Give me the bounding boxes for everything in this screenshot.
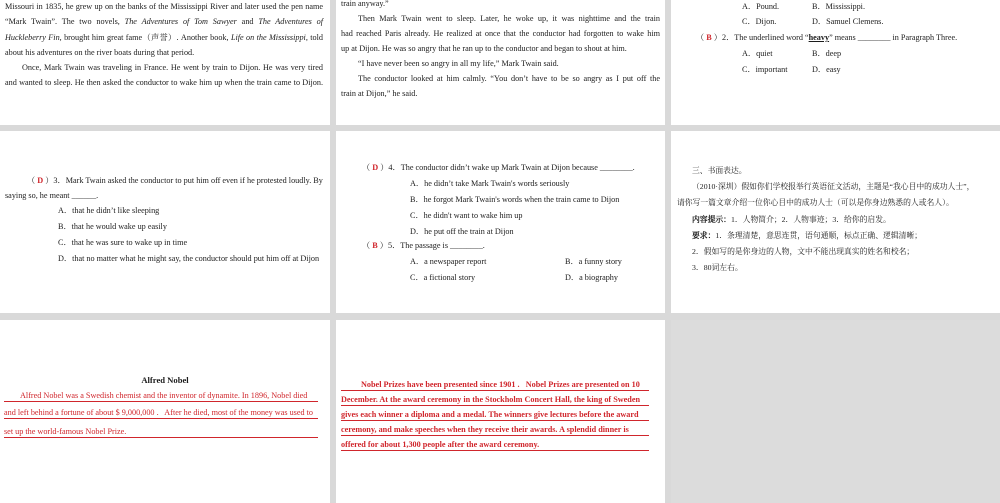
underlined-keyword: heavy [808, 33, 830, 42]
answer-option: C．he didn't want to wake him up [410, 211, 523, 220]
answer-line: and left behind a fortune of about $ 9,000,000 . After he died, most of the money was used to [4, 407, 318, 419]
answer-option: B．deep [812, 49, 842, 58]
passage-line: up at Dijon. He was so angry that he ran up to the conductor and began to shout at him. [341, 44, 627, 53]
slide-thumbnail-4[interactable] [0, 131, 330, 313]
slide-thumbnail-7[interactable] [0, 320, 330, 503]
question-stem: ” means ________ in Paragraph Three. [829, 33, 958, 42]
book-title: The Adventures of Tom Sawyer [124, 17, 237, 26]
passage-line: train at Dijon,” he said. [341, 89, 418, 98]
question-number: 4． [388, 163, 401, 172]
question-number: 5． [387, 241, 401, 250]
question-stem: saying so, he meant ______. [5, 191, 99, 200]
answer-line: offered for about 1,300 people after the award ceremony. [341, 439, 649, 451]
passage-line [5, 17, 323, 27]
hints-label: 内容提示： [692, 215, 731, 224]
passage-text: “Mark Twain”. The two novels, [5, 17, 125, 26]
answer-option: D．a biography [565, 273, 618, 282]
slide-thumbnail-2[interactable] [336, 0, 665, 125]
passage-line: had reached Paris already. He realized at once that the conductor had forgotten to wake him [341, 29, 660, 38]
writing-prompt: （2010·深圳）假如你们学校报举行英语征文活动，主题是“我心目中的成功人士”， [692, 182, 975, 191]
hints-text: 1．人物简介；2．人物事迹；3．给你的启发。 [730, 215, 891, 224]
answer-option: B．he forgot Mark Twain's words when the train came to Dijon [410, 195, 620, 204]
passage-line [5, 33, 323, 43]
section-heading: 三、书面表达。 [692, 166, 747, 175]
writing-prompt: 请你写一篇文章介绍一位你心目中的成功人士（可以是你身边熟悉的人或名人）。 [677, 198, 954, 207]
question-stem: The passage is ________. [400, 241, 485, 250]
answer-line: gives each winner a diploma and a medal. The winners give lectures before the award [341, 409, 649, 421]
slide-thumbnail-8[interactable] [336, 320, 665, 503]
answer-option: C．important [742, 65, 788, 74]
slide-thumbnail-1[interactable] [0, 0, 330, 125]
answer-key: D [37, 176, 44, 185]
answer-bracket: ） [43, 176, 54, 185]
passage-text: , told [305, 33, 323, 42]
answer-option: D．Samuel Clemens. [812, 17, 884, 26]
question-stem: The underlined word “ [734, 33, 809, 42]
passage-line: about his adventures on the river boats during that period. [5, 48, 195, 57]
answer-bracket: ） [378, 163, 389, 172]
slide-title: Alfred Nobel [141, 375, 189, 385]
answer-option: A．he didn’t take Mark Twain's words seriously [410, 179, 570, 188]
requirements [692, 231, 922, 241]
passage-text: and [236, 17, 259, 26]
answer-option: B．a funny story [565, 257, 622, 266]
answer-key: D [372, 163, 379, 172]
question-4 [362, 163, 635, 173]
answer-bracket: ） [377, 241, 388, 250]
passage-line: The conductor looked at him calmly. “You don’t have to be so angry as I put off the [358, 74, 660, 83]
requirement-item: 1．条理清楚，意思连贯，语句通顺，标点正确、逻辑清晰； [715, 231, 923, 240]
question-2 [696, 33, 957, 43]
answer-option: A．a newspaper report [410, 257, 487, 266]
answer-option: D．that no matter what he might say, the conductor should put him off at Dijon [58, 254, 320, 263]
answer-line: Nobel Prizes have been presented since 1901 . Nobel Prizes are presented on 10 [341, 379, 649, 391]
requirements-label: 要求： [692, 231, 716, 240]
answer-line: December. At the award ceremony in the Stockholm Concert Hall, the king of Sweden [341, 394, 649, 406]
answer-bracket: （ [27, 176, 38, 185]
slide-thumbnail-5[interactable] [336, 131, 665, 313]
slide-thumbnail-3[interactable] [671, 0, 1000, 125]
requirement-item: 2．假如写的是你身边的人物，文中不能出现真实的姓名和校名； [692, 247, 915, 256]
passage-line: Then Mark Twain went to sleep. Later, he woke up, it was nighttime and the train [358, 14, 660, 23]
answer-option: D．easy [812, 65, 841, 74]
answer-key: B [372, 241, 378, 250]
requirement-item: 3．80词左右。 [692, 263, 743, 272]
answer-option: A．Pound. [742, 2, 780, 11]
answer-option: A．quiet [742, 49, 773, 58]
answer-key: B [706, 33, 712, 42]
book-title: Life on the Mississippi [230, 33, 306, 42]
book-title: Huckleberry Fin [5, 33, 60, 42]
question-stem: Mark Twain asked the conductor to put him off even if he protested loudly. By [65, 176, 323, 185]
empty-slide-slot [671, 320, 1000, 503]
passage-line: train anyway.” [341, 0, 389, 8]
book-title: The Adventures of [258, 17, 323, 26]
passage-line: Missouri in 1835, he grew up on the banks of the Mississippi River and later used the pen name [5, 2, 323, 11]
answer-bracket: （ [362, 241, 373, 250]
passage-line: “I have never been so angry in all my life,” Mark Twain said. [358, 59, 559, 68]
question-5 [362, 241, 485, 251]
question-number: 3． [53, 176, 66, 185]
question-stem: The conductor didn’t wake up Mark Twain at Dijon because ________. [400, 163, 635, 172]
answer-option: B．that he would wake up easily [58, 222, 167, 231]
answer-option: C．that he was sure to wake up in time [58, 238, 188, 247]
answer-line: set up the world-famous Nobel Prize. [4, 426, 318, 438]
answer-bracket: （ [696, 33, 707, 42]
answer-option: B．Mississippi. [812, 2, 866, 11]
content-hints [692, 215, 891, 225]
answer-bracket: （ [362, 163, 373, 172]
answer-line: ceremony, and make speeches when they receive their awards. A splendid dinner is [341, 424, 649, 436]
passage-line: Once, Mark Twain was traveling in France. He went by train to Dijon. He was very tired [22, 63, 323, 72]
answer-option: C．Dijon. [742, 17, 777, 26]
passage-text: , brought him great fame（声誉）. Another book, [59, 33, 231, 42]
question-3 [27, 176, 323, 186]
answer-option: A．that he didn’t like sleeping [58, 206, 160, 215]
passage-line: and wanted to sleep. He then asked the conductor to wake him up when the train came to Dijon. [5, 78, 323, 87]
answer-line: Alfred Nobel was a Swedish chemist and the inventor of dynamite. In 1896, Nobel died [4, 390, 318, 402]
answer-bracket: ） [711, 33, 722, 42]
slide-thumbnail-6[interactable] [671, 131, 1000, 313]
answer-option: D．he put off the train at Dijon [410, 227, 514, 236]
answer-option: C．a fictional story [410, 273, 476, 282]
question-number: 2． [721, 33, 735, 42]
